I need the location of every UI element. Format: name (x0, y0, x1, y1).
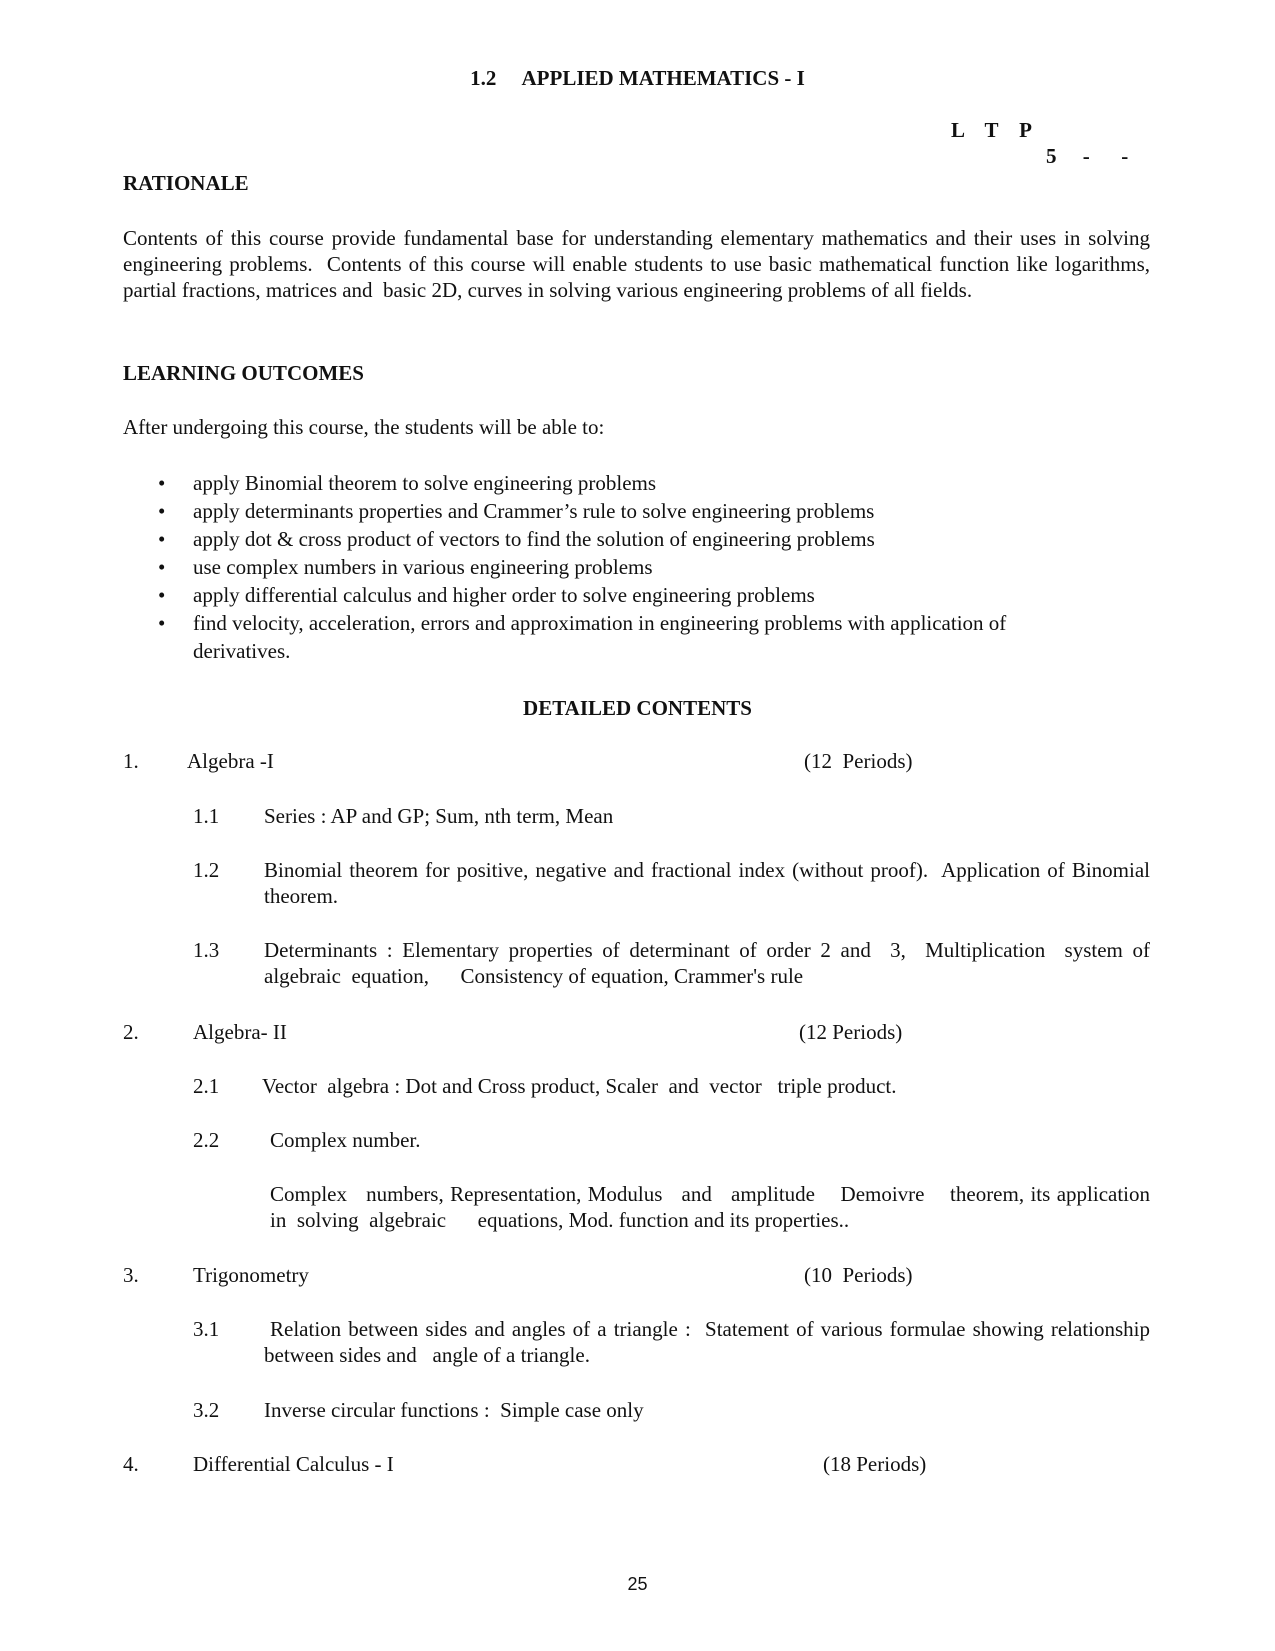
unit-periods: (12 Periods) (799, 1020, 903, 1044)
ltp-header: L T P (951, 118, 1032, 142)
outcomes-list (156, 469, 1106, 665)
outcomes-intro: After undergoing this course, the students will be able to: (123, 415, 605, 439)
list-item: • apply Binomial theorem to solve engineering problems (158, 471, 657, 495)
bullet-icon: • (158, 471, 166, 495)
subsection-number: 1.2 (193, 858, 220, 882)
subsection-text: Series : AP and GP; Sum, nth term, Mean (264, 804, 614, 828)
subsection-text: Relation between sides and angles of a triangle : Statement of various formulae showing relationship between sides and angle of a triangle. (264, 1317, 1156, 1367)
subsection-number: 2.1 (193, 1074, 220, 1098)
bullet-icon: • (158, 527, 166, 551)
unit-periods: (10 Periods) (804, 1263, 913, 1287)
subsection-number: 1.1 (193, 804, 220, 828)
subsection-number: 1.3 (193, 938, 220, 962)
unit-number: 1. (123, 749, 139, 773)
subsection-text: Complex number. (270, 1128, 421, 1152)
rationale-text: Contents of this course provide fundamental base for understanding elementary mathematics and their uses in solving engineering problems. Contents of this course will enable students to use basic mathematical function like logarithms, partial fractions, matrices and basic 2D, curves in solving various engineering problems of all fields. (123, 226, 1156, 302)
unit-title: Algebra- II (193, 1020, 287, 1044)
subsection-number: 3.1 (193, 1317, 220, 1341)
subsection-number: 2.2 (193, 1128, 220, 1152)
rationale-heading: RATIONALE (123, 171, 249, 195)
unit-periods: (12 Periods) (804, 749, 913, 773)
unit-title: Algebra -I (187, 749, 274, 773)
ltp-values: 5 - - (1046, 144, 1129, 168)
subsection-detail: Complex numbers, Representation, Modulus and amplitude Demoivre theorem, its application in solving algebraic equations, Mod. function and its properties.. (270, 1182, 1161, 1232)
detailed-contents-heading: DETAILED CONTENTS (523, 696, 752, 720)
bullet-icon: • (158, 611, 166, 635)
list-item: • find velocity, acceleration, errors and approximation in engineering problems with application of derivatives. (158, 611, 1007, 663)
list-item: • apply determinants properties and Crammer’s rule to solve engineering problems (158, 499, 875, 523)
unit-number: 4. (123, 1452, 139, 1476)
subsection-text: Vector algebra : Dot and Cross product, Scaler and vector triple product. (262, 1074, 897, 1098)
bullet-icon: • (158, 583, 166, 607)
subsection-number: 3.2 (193, 1398, 220, 1422)
list-item: • use complex numbers in various engineering problems (158, 555, 653, 579)
bullet-icon: • (158, 555, 166, 579)
page-number: 25 (627, 1574, 648, 1594)
unit-title: Trigonometry (193, 1263, 309, 1287)
unit-title: Differential Calculus - I (193, 1452, 394, 1476)
list-item: • apply dot & cross product of vectors to find the solution of engineering problems (158, 527, 875, 551)
unit-number: 3. (123, 1263, 139, 1287)
page-title: 1.2 APPLIED MATHEMATICS - I (470, 66, 805, 90)
subsection-text: Inverse circular functions : Simple case only (264, 1398, 644, 1422)
subsection-text: Binomial theorem for positive, negative and fractional index (without proof). Application of Binomial theorem. (264, 858, 1156, 908)
unit-number: 2. (123, 1020, 139, 1044)
unit-periods: (18 Periods) (823, 1452, 927, 1476)
subsection-text: Determinants : Elementary properties of determinant of order 2 and 3, Multiplication system of algebraic equation, Consistency of equation, Crammer's rule (264, 938, 1161, 988)
bullet-icon: • (158, 499, 166, 523)
list-item: • apply differential calculus and higher order to solve engineering problems (158, 583, 815, 607)
learning-outcomes-heading: LEARNING OUTCOMES (123, 361, 364, 385)
